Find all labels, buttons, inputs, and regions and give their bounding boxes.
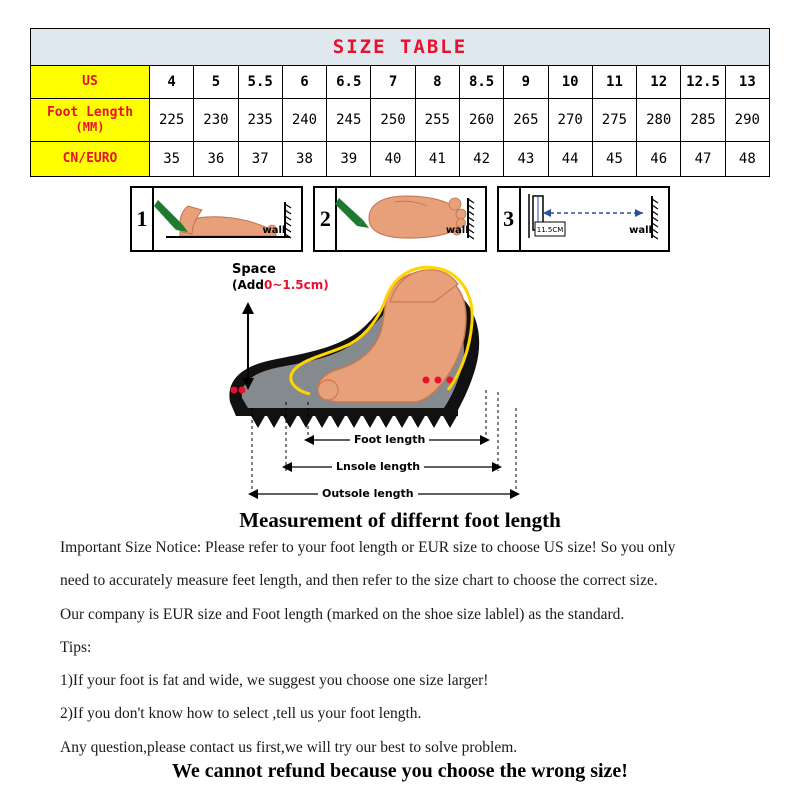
- cell-us-6: 8: [415, 66, 459, 99]
- cell-fl-11: 280: [637, 99, 681, 142]
- cell-us-8: 9: [504, 66, 548, 99]
- cell-us-7: 8.5: [459, 66, 503, 99]
- cell-eu-9: 44: [548, 142, 592, 177]
- cell-us-2: 5.5: [238, 66, 282, 99]
- size-table-section: [30, 28, 770, 177]
- size-notice: [60, 540, 760, 773]
- cell-eu-7: 42: [459, 142, 503, 177]
- row-header-foot-length-main: Foot Length: [46, 104, 134, 120]
- cell-fl-12: 285: [681, 99, 725, 142]
- cell-us-9: 10: [548, 66, 592, 99]
- cell-eu-11: 46: [637, 142, 681, 177]
- notice-paragraph-6: 2)If you don't know how to select ,tell us your foot length.: [60, 705, 422, 723]
- space-label-text: Space: [232, 262, 276, 277]
- size-table: [30, 65, 770, 177]
- measurement-steps: [130, 186, 670, 252]
- row-header-foot-length-unit: (MM): [75, 119, 105, 134]
- step-3-illustration: [519, 188, 670, 248]
- row-header-foot-length: [31, 99, 150, 142]
- cell-fl-4: 245: [327, 99, 371, 142]
- notice-paragraph-2: need to accurately measure feet length, and then refer to the size chart to choose the correct size.: [60, 572, 658, 590]
- space-annotation: [232, 262, 329, 295]
- cell-fl-10: 275: [592, 99, 636, 142]
- cell-fl-3: 240: [282, 99, 326, 142]
- cell-fl-13: 290: [725, 99, 769, 142]
- step-2-wall-label: wall: [445, 225, 469, 236]
- cell-eu-2: 37: [238, 142, 282, 177]
- foot-measurement-diagram: [190, 262, 610, 507]
- cell-eu-1: 36: [194, 142, 238, 177]
- space-add-value: 0~1.5cm): [263, 278, 329, 293]
- cell-us-11: 12: [637, 66, 681, 99]
- cell-us-10: 11: [592, 66, 636, 99]
- notice-paragraph-7: Any question,please contact us first,we will try our best to solve problem.: [60, 738, 518, 756]
- table-row-us: [31, 66, 770, 99]
- cell-eu-3: 38: [282, 142, 326, 177]
- step-1-wall-label: wall: [262, 225, 286, 236]
- cell-us-1: 5: [194, 66, 238, 99]
- size-table-title-bar: [30, 28, 770, 65]
- step-panel-3: [497, 186, 670, 252]
- step-number-3: 3: [499, 188, 521, 250]
- notice-paragraph-4: Tips:: [60, 638, 92, 656]
- cell-us-12: 12.5: [681, 66, 725, 99]
- diagram-caption: Measurement of differnt foot length: [239, 508, 561, 532]
- cell-eu-6: 41: [415, 142, 459, 177]
- step-2-illustration: [335, 188, 486, 248]
- cell-eu-10: 45: [592, 142, 636, 177]
- cell-us-3: 6: [282, 66, 326, 99]
- notice-paragraph-1: Important Size Notice: Please refer to your foot length or EUR size to choose US size! So you only: [60, 539, 676, 556]
- cell-fl-1: 230: [194, 99, 238, 142]
- step-number-1: 1: [132, 188, 154, 250]
- cell-us-5: 7: [371, 66, 415, 99]
- step-panel-1: [130, 186, 303, 252]
- cell-eu-12: 47: [681, 142, 725, 177]
- measure-label-insole-length: Lnsole length: [332, 460, 424, 473]
- table-row-foot-length: [31, 99, 770, 142]
- cell-fl-9: 270: [548, 99, 592, 142]
- cell-fl-2: 235: [238, 99, 282, 142]
- measure-label-outsole-length: Outsole length: [318, 487, 418, 500]
- row-header-us: US: [31, 66, 150, 99]
- refund-warning: We cannot refund because you choose the wrong size!: [172, 760, 628, 782]
- cell-fl-6: 255: [415, 99, 459, 142]
- cell-us-4: 6.5: [327, 66, 371, 99]
- cell-eu-4: 39: [327, 142, 371, 177]
- step-3-wall-label: wall: [629, 225, 652, 236]
- step-panel-2: [313, 186, 486, 252]
- cell-eu-5: 40: [371, 142, 415, 177]
- space-add-prefix: (Add: [232, 278, 264, 293]
- notice-paragraph-3: Our company is EUR size and Foot length (marked on the shoe size lablel) as the standard.: [60, 605, 625, 623]
- cell-us-13: 13: [725, 66, 769, 99]
- cell-eu-0: 35: [150, 142, 194, 177]
- cell-fl-0: 225: [150, 99, 194, 142]
- measure-label-foot-length: Foot length: [350, 433, 429, 446]
- cell-fl-8: 265: [504, 99, 548, 142]
- cell-us-0: 4: [150, 66, 194, 99]
- cell-eu-8: 43: [504, 142, 548, 177]
- table-row-cn-euro: [31, 142, 770, 177]
- cell-fl-7: 260: [459, 99, 503, 142]
- page-title: SIZE TABLE: [332, 36, 468, 58]
- notice-paragraph-5: 1)If your foot is fat and wide, we suggest you choose one size larger!: [60, 672, 489, 690]
- step-number-2: 2: [315, 188, 337, 250]
- step-1-illustration: [152, 188, 303, 248]
- cell-fl-5: 250: [371, 99, 415, 142]
- cell-eu-13: 48: [725, 142, 769, 177]
- svg-text:11.5CM: 11.5CM: [536, 226, 563, 234]
- row-header-cn-euro: CN/EURO: [31, 142, 150, 177]
